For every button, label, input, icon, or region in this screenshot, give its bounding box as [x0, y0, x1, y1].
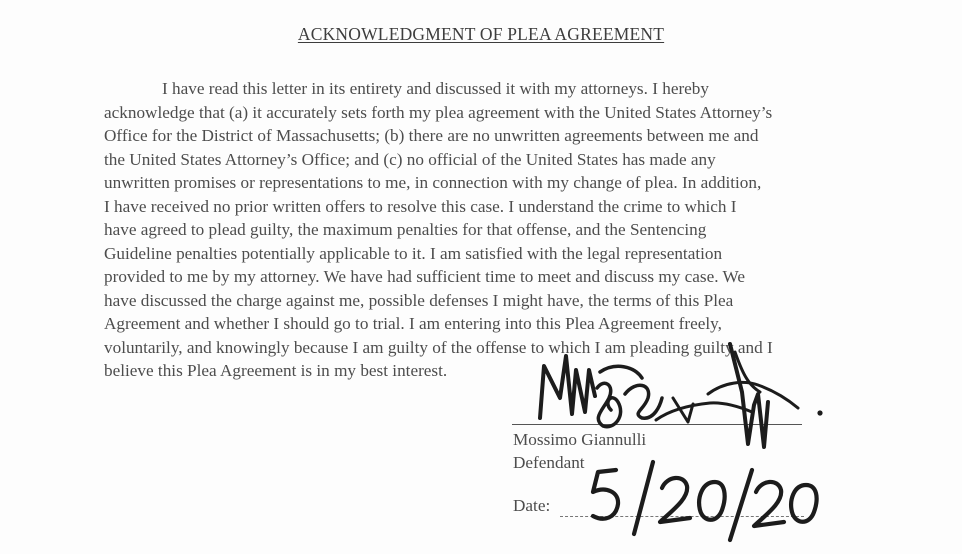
defendant-name: Mossimo Giannulli	[513, 430, 647, 449]
document-title	[0, 24, 962, 45]
paragraph-line: I have received no prior written offers to resolve this case. I understand the crime to which I	[104, 196, 737, 216]
paragraph-line: provided to me by my attorney. We have had sufficient time to meet and discuss my case. We	[104, 267, 745, 286]
paragraph-line: the United States Attorney’s Office; and (c) no official of the United States has made any	[104, 149, 716, 169]
paragraph-line: have agreed to plead guilty, the maximum penalties for that offense, and the Sentencing	[104, 220, 707, 239]
paragraph-line: voluntarily, and knowingly because I am guilty of the offense to which I am pleading guilty and I	[104, 337, 773, 357]
document-title-text: ACKNOWLEDGMENT OF PLEA AGREEMENT	[297, 24, 665, 44]
signature-line	[512, 424, 802, 425]
paragraph-line: Office for the District of Massachusetts; (b) there are no unwritten agreements between me and	[104, 126, 759, 145]
date-label: Date:	[513, 496, 551, 515]
paragraph-line: have discussed the charge against me, possible defenses I might have, the terms of this Plea	[104, 290, 734, 310]
date-line	[560, 516, 804, 517]
paragraph-line: believe this Plea Agreement is in my best interest.	[104, 361, 448, 380]
paragraph-line: Guideline penalties potentially applicable to it. I am satisfied with the legal representation	[104, 243, 723, 263]
paragraph-line: Agreement and whether I should go to trial. I am entering into this Plea Agreement freely,	[104, 314, 722, 333]
acknowledgment-paragraph	[104, 77, 904, 383]
paragraph-line: acknowledge that (a) it accurately sets forth my plea agreement with the United States Attorney’s	[104, 102, 773, 122]
handwritten-date	[593, 462, 817, 540]
paragraph-line: I have read this letter in its entirety and discussed it with my attorneys. I hereby	[162, 79, 709, 98]
defendant-role: Defendant	[513, 453, 585, 472]
paragraph-line: unwritten promises or representations to me, in connection with my change of plea. In addition,	[104, 173, 762, 192]
